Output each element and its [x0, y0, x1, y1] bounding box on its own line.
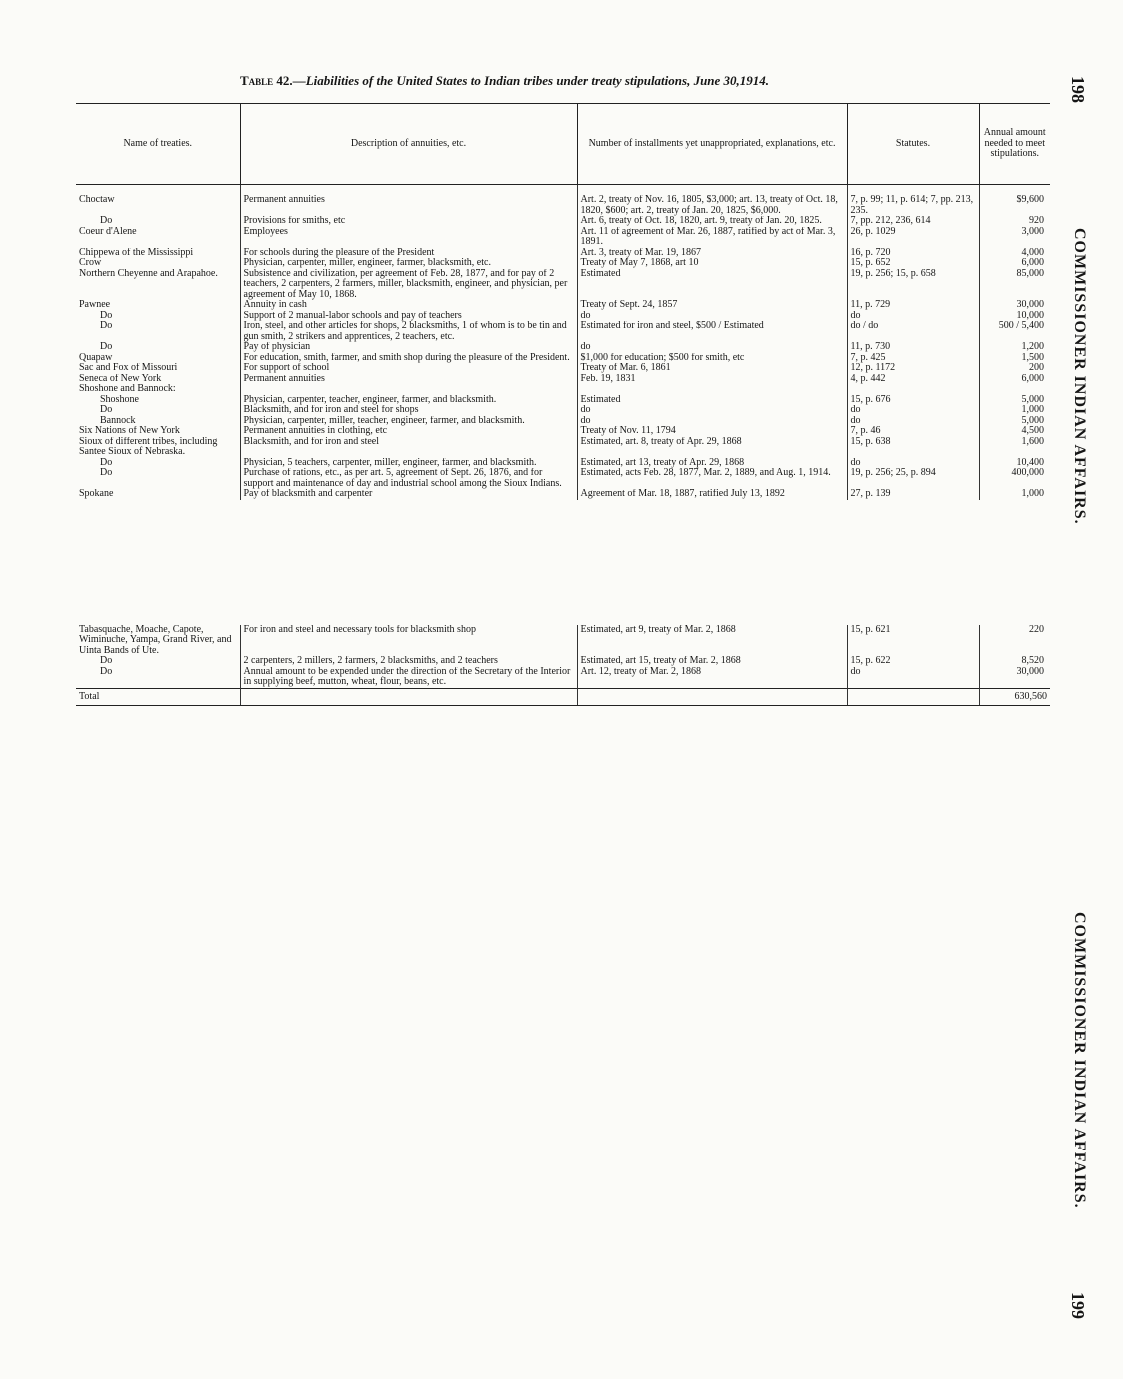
row-description: 2 carpenters, 2 millers, 2 farmers, 2 blacksmiths, and 2 teachers	[240, 656, 577, 667]
title-lead: Table 42.	[240, 73, 293, 88]
row-name: Do	[76, 311, 240, 322]
table-row	[76, 625, 1050, 657]
row-statutes: 7, p. 46	[847, 426, 979, 437]
table-row	[76, 227, 1050, 248]
table-row	[76, 321, 1050, 342]
row-installments: Estimated	[577, 269, 847, 301]
row-installments: do	[577, 405, 847, 416]
row-amount: 4,500	[1021, 426, 1044, 436]
row-amount: 30,000	[1016, 300, 1044, 310]
col-header-amount: Annual amount needed to meet stipulations.	[979, 104, 1050, 185]
row-description: Permanent annuities in clothing, etc	[240, 426, 577, 437]
row-name: Do	[76, 468, 240, 489]
table-row	[76, 667, 1050, 689]
row-statutes: 7, p. 99; 11, p. 614; 7, pp. 213, 235.	[847, 195, 979, 216]
table-title	[240, 73, 900, 89]
row-name: Northern Cheyenne and Arapahoe.	[76, 269, 240, 301]
row-description	[240, 384, 577, 395]
row-statutes: 7, p. 425	[847, 353, 979, 364]
row-amount: 1,000	[1021, 489, 1044, 499]
row-installments: Estimated for iron and steel, $500 / Estimated	[577, 321, 847, 342]
table-row	[76, 426, 1050, 437]
row-description: For education, smith, farmer, and smith shop during the pleasure of the President.	[240, 353, 577, 364]
row-description: For iron and steel and necessary tools for blacksmith shop	[240, 625, 577, 657]
row-name: Do	[76, 405, 240, 416]
row-name: Do	[76, 656, 240, 667]
row-name: Choctaw	[76, 195, 240, 216]
row-description: Pay of physician	[240, 342, 577, 353]
row-amount: 85,000	[1016, 268, 1044, 279]
row-installments: Feb. 19, 1831	[577, 374, 847, 385]
row-installments: Art. 2, treaty of Nov. 16, 1805, $3,000; art. 13, treaty of Oct. 18, 1820, $600; art. 2, treaty of Jan. 20, 1825, $6,000.	[577, 195, 847, 216]
row-statutes: 15, p. 638	[847, 437, 979, 458]
row-installments: Estimated, art. 8, treaty of Apr. 29, 1868	[577, 437, 847, 458]
table-row	[76, 216, 1050, 227]
margin-text-upper: COMMISSIONER INDIAN AFFAIRS.	[1071, 228, 1088, 525]
row-description: Annual amount to be expended under the direction of the Secretary of the Interior in supplying beef, mutton, wheat, flour, beans, etc.	[240, 667, 577, 689]
row-installments: Treaty of Mar. 6, 1861	[577, 363, 847, 374]
table-row	[76, 437, 1050, 458]
row-description: For support of school	[240, 363, 577, 374]
row-amount: 400,000	[1011, 468, 1044, 478]
table-row	[76, 342, 1050, 353]
row-name: Do	[76, 342, 240, 353]
table-row	[76, 656, 1050, 667]
row-statutes: 15, p. 621	[847, 625, 979, 657]
row-name: Shoshone	[76, 395, 240, 406]
row-statutes: 27, p. 139	[847, 489, 979, 500]
table-row	[76, 458, 1050, 469]
row-installments: do	[577, 416, 847, 427]
row-description: Provisions for smiths, etc	[240, 216, 577, 227]
row-statutes: 15, p. 652	[847, 258, 979, 269]
row-statutes: 12, p. 1172	[847, 363, 979, 374]
row-statutes: 15, p. 676	[847, 395, 979, 406]
table-row	[76, 468, 1050, 489]
table-gap	[76, 500, 1050, 625]
row-name: Sioux of different tribes, including Santee Sioux of Nebraska.	[76, 437, 240, 458]
row-name: Crow	[76, 258, 240, 269]
row-statutes: 11, p. 729	[847, 300, 979, 311]
row-name: Quapaw	[76, 353, 240, 364]
row-statutes: 4, p. 442	[847, 374, 979, 385]
row-description: Employees	[240, 227, 577, 248]
row-installments: $1,000 for education; $500 for smith, etc	[577, 353, 847, 364]
col-header-installments: Number of installments yet unappropriated, explanations, etc.	[577, 104, 847, 185]
total-row	[76, 688, 1050, 706]
row-amount: 220	[1029, 624, 1044, 635]
row-description: Physician, carpenter, teacher, engineer, farmer, and blacksmith.	[240, 395, 577, 406]
row-amount: 1,200	[1021, 342, 1044, 352]
row-amount	[979, 384, 1050, 395]
row-name: Chippewa of the Mississippi	[76, 248, 240, 259]
row-name: Tabasquache, Moache, Capote, Wiminuche, Yampa, Grand River, and Uinta Bands of Ute.	[76, 625, 240, 657]
row-name: Sac and Fox of Missouri	[76, 363, 240, 374]
row-description: Physician, carpenter, miller, teacher, engineer, farmer, and blacksmith.	[240, 416, 577, 427]
row-amount: 8,520	[1021, 656, 1044, 666]
table-row	[76, 195, 1050, 216]
row-name: Pawnee	[76, 300, 240, 311]
row-description: Subsistence and civilization, per agreement of Feb. 28, 1877, and for pay of 2 teachers, 2 carpenters, 2 farmers, miller, blacksmith, engineer, and physician, per agreement of May 10, 1868.	[240, 269, 577, 301]
table-row	[76, 416, 1050, 427]
table-row	[76, 269, 1050, 301]
table-row	[76, 258, 1050, 269]
row-name: Bannock	[76, 416, 240, 427]
row-amount: 500 / 5,400	[998, 321, 1044, 331]
row-amount: 200	[1029, 363, 1044, 373]
row-amount: 1,000	[1021, 405, 1044, 415]
row-statutes	[847, 384, 979, 395]
page-number-bottom: 199	[1068, 1292, 1088, 1319]
row-amount: 5,000	[1021, 415, 1044, 426]
table-header-row	[76, 104, 1050, 185]
row-description: For schools during the pleasure of the President	[240, 248, 577, 259]
row-amount: 5,000	[1021, 394, 1044, 405]
row-name: Do	[76, 216, 240, 227]
row-statutes: do	[847, 405, 979, 416]
total-label: Total	[76, 688, 240, 706]
row-amount: 920	[1029, 216, 1044, 226]
row-name: Do	[76, 667, 240, 689]
col-header-statutes: Statutes.	[847, 104, 979, 185]
row-name: Shoshone and Bannock:	[76, 384, 240, 395]
row-installments: Art. 12, treaty of Mar. 2, 1868	[577, 667, 847, 689]
row-statutes: 16, p. 720	[847, 248, 979, 259]
row-installments: Art. 11 of agreement of Mar. 26, 1887, ratified by act of Mar. 3, 1891.	[577, 227, 847, 248]
row-amount: 10,400	[1016, 457, 1044, 468]
row-amount: $9,600	[1016, 195, 1044, 205]
row-installments: Agreement of Mar. 18, 1887, ratified July 13, 1892	[577, 489, 847, 500]
row-statutes: 15, p. 622	[847, 656, 979, 667]
row-description: Purchase of rations, etc., as per art. 5, agreement of Sept. 26, 1876, and for support and maintenance of day and industrial school among the Sioux Indians.	[240, 468, 577, 489]
total-amount: 630,560	[979, 688, 1050, 706]
row-installments: Estimated, art 9, treaty of Mar. 2, 1868	[577, 625, 847, 657]
table-body-lower	[76, 625, 1050, 689]
row-description: Permanent annuities	[240, 195, 577, 216]
row-amount: 30,000	[1016, 666, 1044, 677]
row-installments: Treaty of May 7, 1868, art 10	[577, 258, 847, 269]
row-installments: do	[577, 342, 847, 353]
row-statutes: 19, p. 256; 25, p. 894	[847, 468, 979, 489]
row-statutes: 11, p. 730	[847, 342, 979, 353]
row-amount: 4,000	[1021, 247, 1044, 258]
row-statutes: 19, p. 256; 15, p. 658	[847, 269, 979, 301]
table-total	[76, 688, 1050, 706]
row-statutes: do	[847, 458, 979, 469]
row-installments: Art. 6, treaty of Oct. 18, 1820, art. 9, treaty of Jan. 20, 1825.	[577, 216, 847, 227]
row-installments	[577, 384, 847, 395]
table-row	[76, 384, 1050, 395]
table-row	[76, 363, 1050, 374]
title-body: —Liabilities of the United States to Indian tribes under treaty stipulations, June 30,1914.	[292, 73, 770, 88]
row-description: Permanent annuities	[240, 374, 577, 385]
row-statutes: do	[847, 667, 979, 689]
row-installments: Art. 3, treaty of Mar. 19, 1867	[577, 248, 847, 259]
row-installments: Treaty of Sept. 24, 1857	[577, 300, 847, 311]
row-name: Six Nations of New York	[76, 426, 240, 437]
row-description: Blacksmith, and for iron and steel for shops	[240, 405, 577, 416]
row-amount: 6,000	[1021, 258, 1044, 268]
table-row	[76, 489, 1050, 500]
col-header-name: Name of treaties.	[76, 104, 240, 185]
row-installments: do	[577, 311, 847, 322]
row-installments: Estimated	[577, 395, 847, 406]
row-statutes: do	[847, 311, 979, 322]
liabilities-table	[76, 103, 1050, 706]
table-body-upper	[76, 185, 1050, 500]
row-amount: 3,000	[1021, 226, 1044, 237]
row-installments: Treaty of Nov. 11, 1794	[577, 426, 847, 437]
row-statutes: 7, pp. 212, 236, 614	[847, 216, 979, 227]
table-row	[76, 405, 1050, 416]
row-amount: 1,600	[1021, 436, 1044, 447]
table-row	[76, 311, 1050, 322]
row-amount: 6,000	[1021, 373, 1044, 384]
row-description: Physician, 5 teachers, carpenter, miller, engineer, farmer, and blacksmith.	[240, 458, 577, 469]
row-name: Do	[76, 321, 240, 342]
table-row	[76, 300, 1050, 311]
row-statutes: do	[847, 416, 979, 427]
row-installments: Estimated, acts Feb. 28, 1877, Mar. 2, 1889, and Aug. 1, 1914.	[577, 468, 847, 489]
row-description: Blacksmith, and for iron and steel	[240, 437, 577, 458]
row-statutes: do / do	[847, 321, 979, 342]
table-row	[76, 353, 1050, 364]
table-row	[76, 374, 1050, 385]
row-name: Do	[76, 458, 240, 469]
table-row	[76, 248, 1050, 259]
row-description: Annuity in cash	[240, 300, 577, 311]
row-amount: 1,500	[1021, 352, 1044, 363]
row-description: Support of 2 manual-labor schools and pay of teachers	[240, 311, 577, 322]
row-description: Physician, carpenter, miller, engineer, farmer, blacksmith, etc.	[240, 258, 577, 269]
table-row	[76, 395, 1050, 406]
row-statutes: 26, p. 1029	[847, 227, 979, 248]
col-header-description: Description of annuities, etc.	[240, 104, 577, 185]
page-number-top: 198	[1068, 76, 1088, 103]
row-installments: Estimated, art 15, treaty of Mar. 2, 1868	[577, 656, 847, 667]
row-installments: Estimated, art 13, treaty of Apr. 29, 1868	[577, 458, 847, 469]
row-amount: 10,000	[1016, 310, 1044, 321]
row-name: Coeur d'Alene	[76, 227, 240, 248]
row-description: Pay of blacksmith and carpenter	[240, 489, 577, 500]
row-description: Iron, steel, and other articles for shops, 2 blacksmiths, 1 of whom is to be tin and gun smith, 2 strikers and apprentices, 2 teachers, etc.	[240, 321, 577, 342]
margin-text-lower: COMMISSIONER INDIAN AFFAIRS.	[1071, 912, 1088, 1209]
row-name: Seneca of New York	[76, 374, 240, 385]
row-name: Spokane	[76, 489, 240, 500]
